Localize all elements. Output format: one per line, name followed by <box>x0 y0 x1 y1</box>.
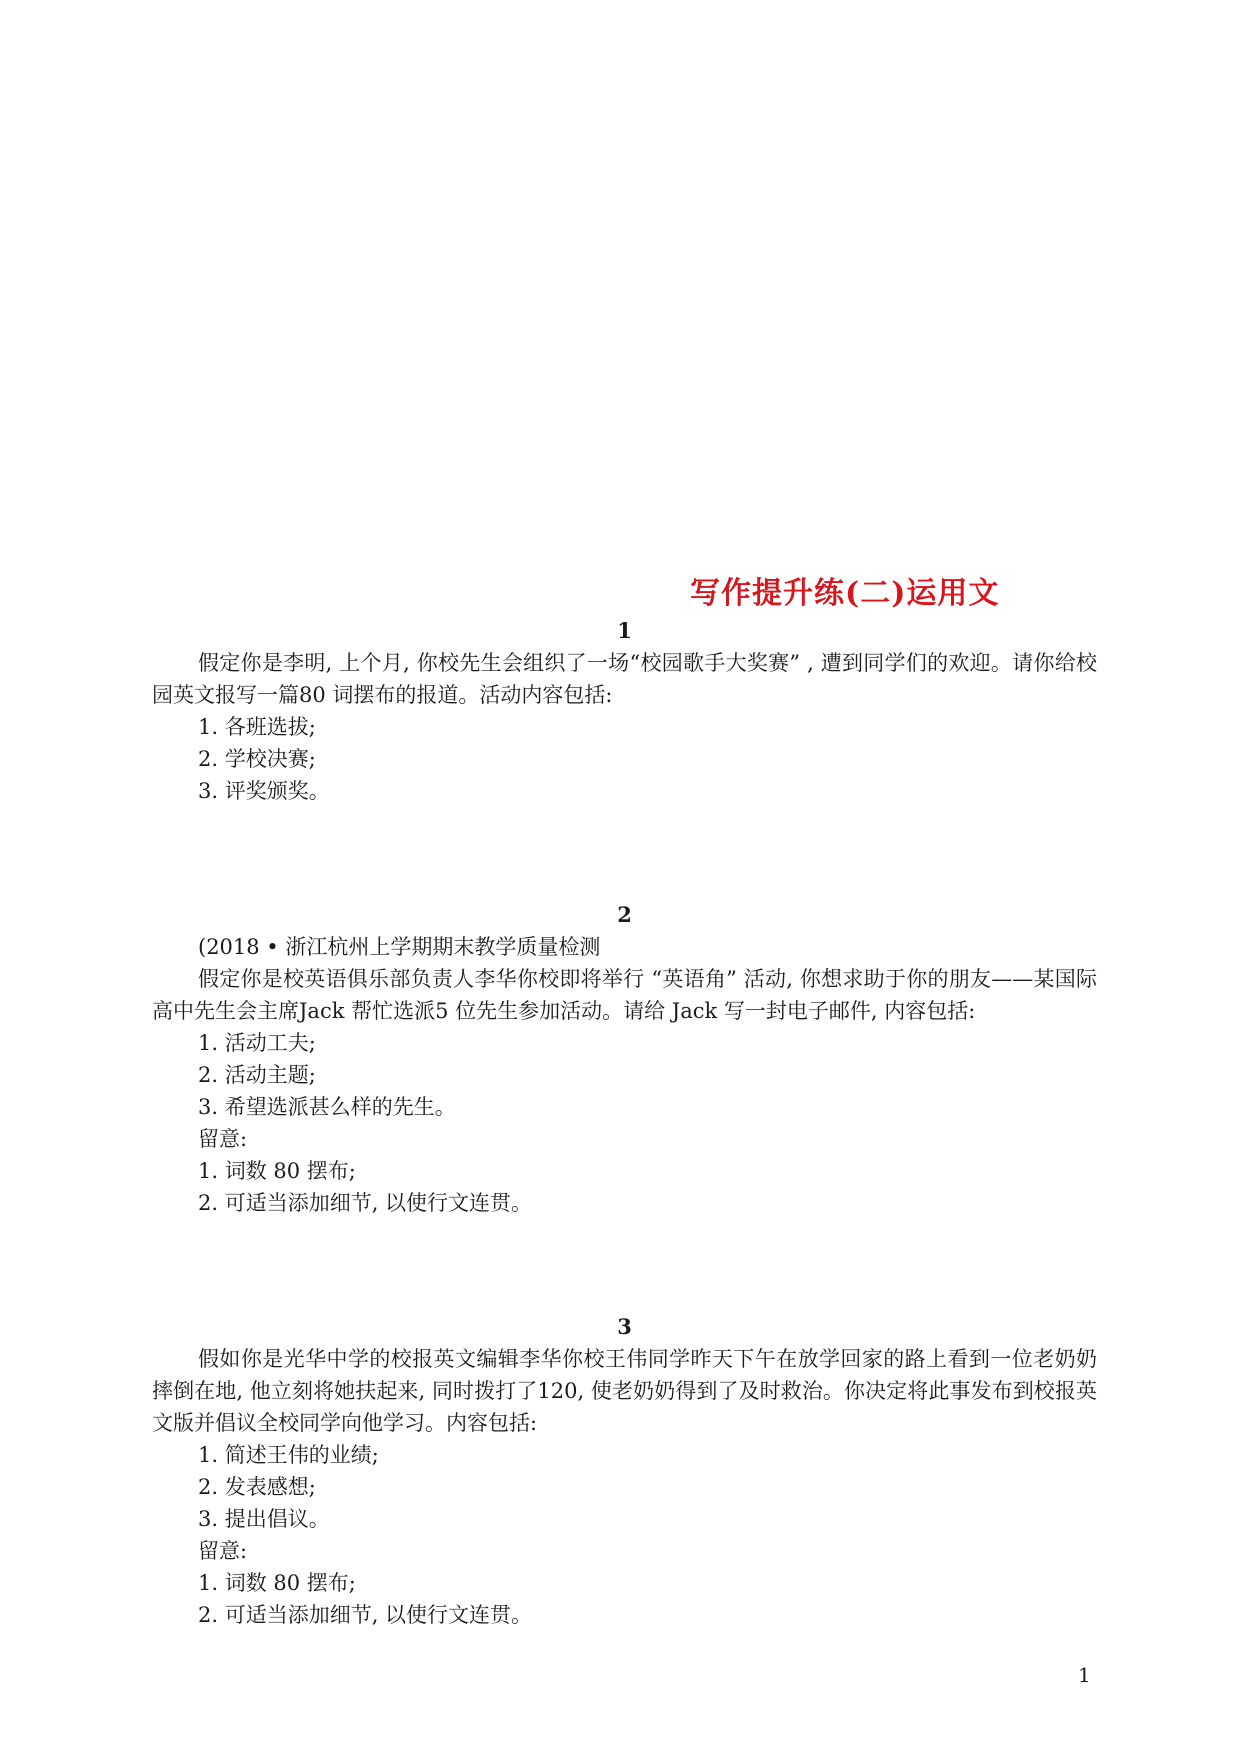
requirement-item: 1. 活动工夫; <box>198 1031 316 1055</box>
document-title: 写作提升练(二)运用文 <box>690 576 1000 611</box>
question-3 <box>152 1311 1097 1631</box>
note-item: 2. 可适当添加细节, 以使行文连贯。 <box>198 1191 533 1215</box>
note-item: 1. 词数 80 摆布; <box>198 1159 356 1183</box>
requirement-item: 2. 活动主题; <box>198 1063 316 1087</box>
section-spacer <box>152 1219 1097 1311</box>
requirement-item: 2. 发表感想; <box>198 1475 316 1499</box>
question-number: 3 <box>617 1314 632 1339</box>
question-prompt: 假如你是光华中学的校报英文编辑李华你校王伟同学昨天下午在放学回家的路上看到一位老奶奶摔倒在地, 他立刻将她扶起来, 同时拨打了120, 使老奶奶得到了及时救治。你决定将此事发布到校报英文版并倡议全校同学向他学习。内容包括: <box>152 1347 1097 1435</box>
requirement-item: 2. 学校决赛; <box>198 747 316 771</box>
requirement-item: 3. 评奖颁奖。 <box>198 779 330 803</box>
section-spacer <box>152 807 1097 899</box>
question-source: (2018 • 浙江杭州上学期期末教学质量检测 <box>198 935 601 959</box>
question-2 <box>152 899 1097 1219</box>
note-item: 2. 可适当添加细节, 以使行文连贯。 <box>198 1603 533 1627</box>
requirement-item: 1. 简述王伟的业绩; <box>198 1443 379 1467</box>
requirement-item: 3. 提出倡议。 <box>198 1507 330 1531</box>
question-1 <box>152 615 1097 807</box>
note-label: 留意: <box>198 1127 248 1151</box>
page-number: 1 <box>1078 1663 1091 1687</box>
note-item: 1. 词数 80 摆布; <box>198 1571 356 1595</box>
note-label: 留意: <box>198 1539 248 1563</box>
requirement-item: 3. 希望选派甚么样的先生。 <box>198 1095 456 1119</box>
question-number: 1 <box>617 618 632 643</box>
question-number: 2 <box>617 902 632 927</box>
requirement-item: 1. 各班选拔; <box>198 715 316 739</box>
question-prompt: 假定你是校英语俱乐部负责人李华你校即将举行 “英语角” 活动, 你想求助于你的朋友——某国际高中先生会主席Jack 帮忙选派5 位先生参加活动。请给 Jack 写一封电子邮件, 内容包括: <box>152 967 1097 1023</box>
document-content <box>152 615 1097 1631</box>
question-prompt: 假定你是李明, 上个月, 你校先生会组织了一场“校园歌手大奖赛” , 遭到同学们的欢迎。请你给校园英文报写一篇80 词摆布的报道。活动内容包括: <box>152 651 1097 707</box>
